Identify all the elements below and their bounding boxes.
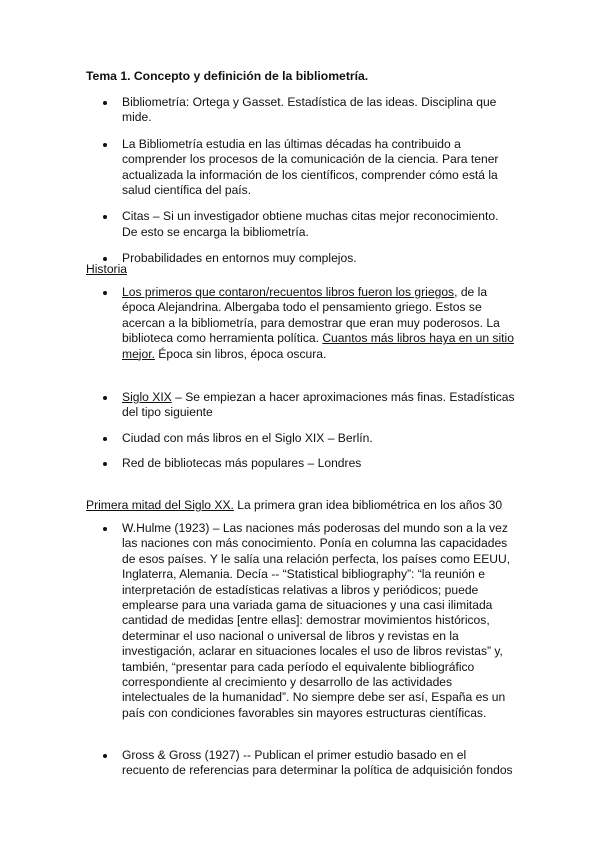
intro-bullet-list <box>86 95 516 267</box>
historia-bullet-list <box>86 285 516 362</box>
list-item: Red de bibliotecas más populares – Londres <box>86 456 516 471</box>
siglo-xix-bullet-list <box>86 390 516 472</box>
list-item: Citas – Si un investigador obtiene muchas citas mejor reconocimiento. De esto se encarga la bibliometría. <box>86 209 516 240</box>
list-item: Ciudad con más libros en el Siglo XIX – Berlín. <box>86 431 516 446</box>
underlined-phrase: Cuantos más libros haya en un sitio mejor. <box>122 331 514 361</box>
underlined-phrase: Los primeros que contaron/recuentos libros fueron los griegos <box>122 285 455 299</box>
list-item: Probabilidades en entornos muy complejos. <box>86 251 516 266</box>
section-primera-mitad <box>86 498 502 513</box>
list-item <box>86 285 516 362</box>
bullet-text: – Se empiezan a hacer aproximaciones más finas. Estadísticas del tipo siguiente <box>122 390 515 420</box>
section-subtitle: La primera gran idea bibliométrica en los años 30 <box>233 498 503 512</box>
primera-mitad-bullet-list <box>86 521 516 721</box>
bullet-text: Época sin libros, época oscura. <box>154 346 327 361</box>
list-item: Gross & Gross (1927) -- Publican el primer estudio basado en el recuento de referencias para determinar la política de adquisición fondos <box>86 748 516 779</box>
bullet-text: , de la época Alejandrina. Albergaba todo el pensamiento griego. Estos se acercan a la bibliometría, para demostrar que eran muy poderosos. La biblioteca como herramienta política. <box>122 285 500 346</box>
list-item: Bibliometría: Ortega y Gasset. Estadística de las ideas. Disciplina que mide. <box>86 95 516 126</box>
list-item: La Bibliometría estudia en las últimas décadas ha contribuido a comprender los procesos de la comunicación de la ciencia. Para tener actualizada la información de los científicos, comprender cómo está la salud científica del país. <box>86 137 516 199</box>
gross-bullet-list <box>86 748 516 779</box>
list-item: W.Hulme (1923) – Las naciones más poderosas del mundo son a la vez las naciones con más conocimiento. Ponía en columna las capacidades de esos países. Y le salía una relación perfecta, los países como EEUU, Inglaterra, Alemania. Decía -- “Statistical bibliography”: “la reunión e interpretación de estadísticas relativas a libros y periódicos; puede emplearse para una variada gama de situaciones y una casi ilimitada cantidad de medidas [entre ellas]: demostrar movimientos históricos, determinar el uso nacional o universal de libros y revistas en la investigación, aclarar en situaciones locales el uso de libros revistas” y, también, “presentar para cada período el equivalente bibliográfico correspondiente al crecimiento y desarrollo de las actividades intelectuales de la humanidad”. No siempre debe ser así, España es un país con condiciones favorables sin mayores estructuras científicas. <box>86 521 516 721</box>
list-item <box>86 390 516 421</box>
underlined-phrase: Siglo XIX <box>122 390 172 404</box>
section-title-historia: Historia <box>86 262 127 276</box>
section-title-primera-mitad: Primera mitad del Siglo XX. <box>86 498 234 512</box>
page-title: Tema 1. Concepto y definición de la bibliometría. <box>86 69 369 83</box>
